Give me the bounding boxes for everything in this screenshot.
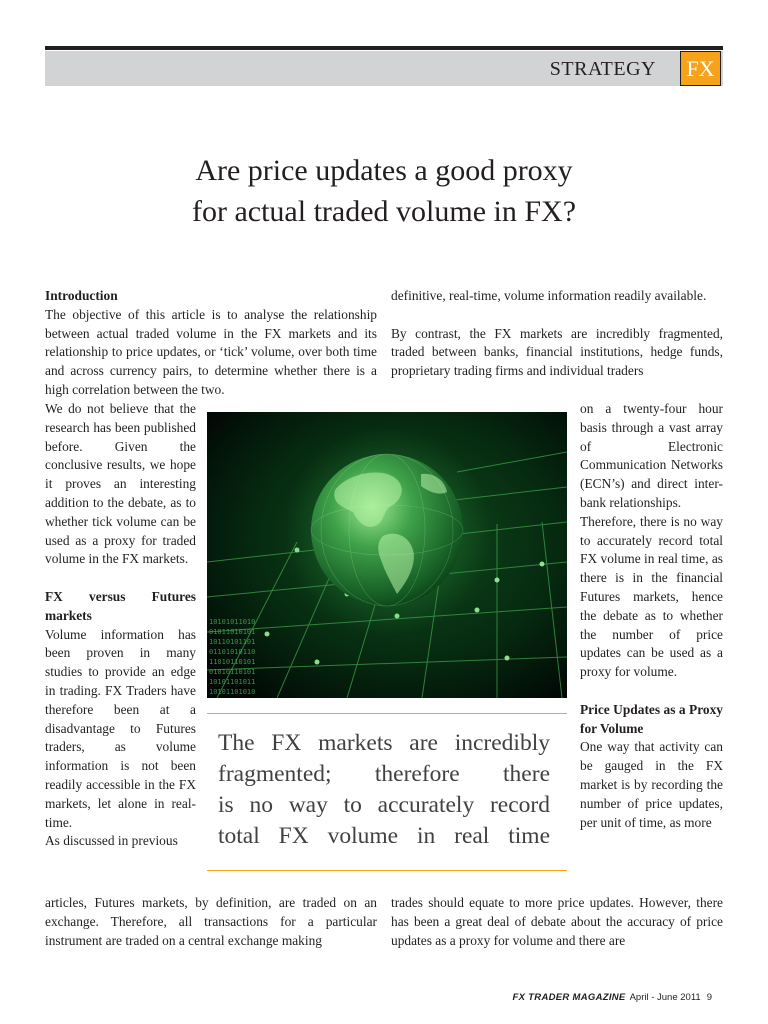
svg-text:01011010101: 01011010101 <box>209 628 256 636</box>
svg-text:11010110101: 11010110101 <box>209 658 256 666</box>
right-top-section <box>391 287 723 381</box>
left-bottom-text: articles, Futures markets, by definition, are traded on an exchange. Therefore, all transactions for a particular instrument are traded on a central exchange making <box>45 895 377 948</box>
footer-magazine: FX TRADER MAGAZINE <box>512 992 626 1003</box>
pull-quote-line-2: fragmented; therefore there <box>218 761 550 787</box>
globe-grid-image <box>207 412 567 698</box>
left-narrow-column <box>45 400 196 851</box>
footer-date: April - June 2011 <box>629 992 701 1003</box>
pull-quote-line-3: is no way to accurately record <box>218 792 550 818</box>
discussed-paragraph: As discussed in previous <box>45 833 178 849</box>
right-bottom-text: trades should equate to more price updates. However, there has been a great deal of debate about the accuracy of price updates as a proxy for volume and there are <box>391 895 723 948</box>
svg-text:10101011010: 10101011010 <box>209 618 256 626</box>
pull-quote <box>218 728 550 852</box>
svg-text:01010110101: 01010110101 <box>209 668 256 676</box>
volume-paragraph: Volume information has been proven in many studies to provide an edge in trading. FX Traders have therefore been at a disadvantage to Futures traders, as volume information is not been readily accessible in the FX markets, let alone in real-time. <box>45 626 196 830</box>
therefore-paragraph: Therefore, there is no way to accurately record total FX volume in real time, as there is in the financial Futures markets, hence the debate as to whether the number of price updates can be used as a proxy for volume. <box>580 513 723 680</box>
section-label: STRATEGY <box>549 58 656 80</box>
definitive-paragraph: definitive, real-time, volume information readily available. <box>391 288 707 303</box>
intro-paragraph: The objective of this article is to analyse the relationship between actual traded volume in the FX markets and its relationship to price updates, or ‘tick’ volume, over both time and across currency pairs, to determine whether there is a high correlation between the two. <box>45 306 377 397</box>
pull-quote-line-1: The FX markets are incredibly <box>218 730 550 756</box>
pull-quote-line-4: total FX volume in real time <box>218 823 550 849</box>
article-title <box>100 150 668 232</box>
fx-vs-futures-heading: FX versus Futures markets <box>45 588 196 623</box>
footer-page-number: 9 <box>706 992 712 1003</box>
title-line-2: for actual traded volume in FX? <box>191 195 577 228</box>
right-narrow-column <box>580 400 723 832</box>
header-rule <box>45 46 723 50</box>
svg-text:01101010110: 01101010110 <box>209 648 256 656</box>
svg-text:10101101011: 10101101011 <box>209 678 256 686</box>
footer <box>513 992 713 1003</box>
ecn-paragraph: on a twenty-four hour basis through a vast array of Electronic Communication Networks (ECN’s) and direct inter-bank relationships. <box>580 401 723 510</box>
title-line-1: Are price updates a good proxy <box>195 154 573 187</box>
svg-text:10101101010: 10101101010 <box>209 688 256 696</box>
svg-text:10110101101: 10110101101 <box>209 638 256 646</box>
gauged-paragraph: One way that activity can be gauged in the FX market is by recording the number of price updates, per unit of time, as more <box>580 739 723 830</box>
price-updates-heading: Price Updates as a Proxy for Volume <box>580 701 723 736</box>
pull-quote-rule-bottom <box>207 870 567 871</box>
intro-section <box>45 287 377 400</box>
fx-badge: FX <box>680 51 721 86</box>
contrast-paragraph: By contrast, the FX markets are incredibly fragmented, traded between banks, financial institutions, hedge funds, proprietary trading firms and individual traders <box>391 325 723 379</box>
research-paragraph: We do not believe that the research has been published before. Given the conclusive results, we hope it proves an interesting addition to the debate, as to whether tick volume can be used as a proxy for traded volume in the FX markets. <box>45 401 196 567</box>
intro-heading: Introduction <box>45 288 118 303</box>
pull-quote-rule-top <box>207 713 567 714</box>
